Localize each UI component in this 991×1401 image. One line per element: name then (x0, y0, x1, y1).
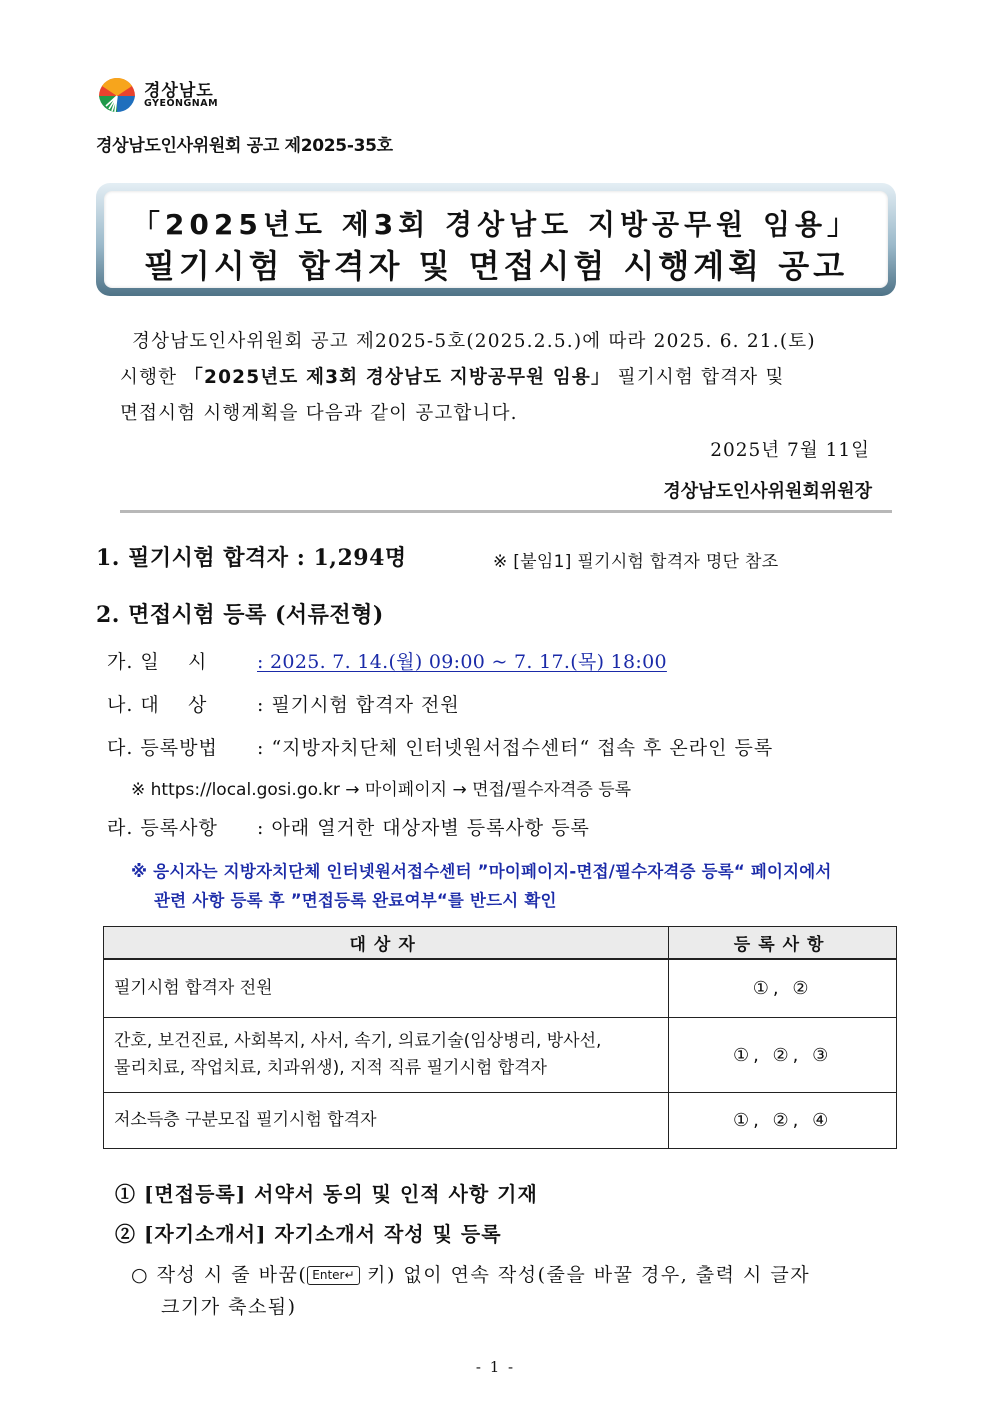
table-header-target: 대상자 (104, 927, 669, 960)
registration-table (103, 926, 897, 1149)
title-banner-inner (104, 191, 888, 288)
section-1-heading: 1. 필기시험 합격자 : 1,294명 (96, 545, 407, 571)
table-cell-items: ①, ②, ④ (669, 1093, 897, 1149)
table-row (104, 1093, 897, 1149)
item-requirements (107, 813, 590, 840)
intro-line-2-bold: 「2025년도 제3회 경상남도 지방공무원 임용」 (184, 367, 611, 388)
registration-url-note: ※ https://local.gosi.go.kr → 마이페이지 → 면접/필수자격증 등록 (131, 780, 632, 800)
self-intro-bullet (131, 1259, 901, 1323)
item-target-value: : 필기시험 합격자 전원 (257, 694, 460, 716)
step-interview-registration: ① [면접등록] 서약서 동의 및 인적 사항 기재 (115, 1182, 538, 1206)
intro-line-2 (120, 360, 880, 396)
title-line-2: 필기시험 합격자 및 면접시험 시행계획 공고 (143, 247, 849, 285)
table-row (104, 959, 897, 1018)
item-target-label: 나. 대 상 (107, 694, 208, 716)
notice-signer: 경상남도인사위원회위원장 (663, 481, 872, 502)
item-schedule-value: : 2025. 7. 14.(월) 09:00 ~ 7. 17.(목) 18:00 (257, 651, 667, 673)
table-header-row (104, 927, 897, 960)
table-row (104, 1018, 897, 1093)
applicant-notice-line-2: 관련 사항 등록 후 ”면접등록 완료여부“를 반드시 확인 (154, 891, 557, 910)
item-method-value: : “지방자치단체 인터넷원서접수센터“ 접속 후 온라인 등록 (257, 737, 774, 759)
applicant-notice-line-1: ※ 응시자는 지방자치단체 인터넷원서접수센터 ”마이페이지-면접/필수자격증 등록“ 페이지에서 (131, 862, 832, 881)
table-cell-target-line: 간호, 보건진료, 사회복지, 사서, 속기, 의료기술(임상병리, 방사선, (114, 1031, 602, 1051)
item-schedule (107, 647, 667, 674)
item-requirements-label: 라. 등록사항 (107, 817, 218, 839)
self-intro-bullet-line-2: 크기가 축소됨) (161, 1296, 297, 1318)
table-cell-target-line: 물리치료, 작업치료, 치과위생), 지적 직류 필기시험 합격자 (114, 1058, 547, 1078)
intro-line-3: 면접시험 시행계획을 다음과 같이 공고합니다. (120, 403, 518, 424)
intro-line-2-post: 필기시험 합격자 및 (610, 367, 785, 388)
table-cell-items: ①, ② (669, 959, 897, 1018)
table-header-items: 등록사항 (669, 927, 897, 960)
gyeongnam-emblem-icon (96, 72, 138, 114)
bullet-text-pre: ○ 작성 시 줄 바꿈( (131, 1264, 308, 1286)
table-cell-target (104, 959, 669, 1018)
table-cell-target-line: 저소득층 구분모집 필기시험 합격자 (114, 1110, 377, 1130)
item-method-label: 다. 등록방법 (107, 737, 218, 759)
item-method (107, 733, 773, 760)
page-number: - 1 - (475, 1358, 516, 1376)
notice-date: 2025년 7월 11일 (710, 440, 870, 461)
applicant-notice (131, 857, 832, 915)
section-2-heading: 2. 면접시험 등록 (서류전형) (96, 602, 384, 628)
step-self-introduction: ② [자기소개서] 자기소개서 작성 및 등록 (115, 1222, 502, 1246)
title-banner (96, 183, 896, 296)
title-line-1: 「2025년도 제3회 경상남도 지방공무원 임용」 (131, 208, 861, 241)
table-cell-target-line: 필기시험 합격자 전원 (114, 978, 273, 998)
intro-line-2-pre: 시행한 (120, 367, 185, 388)
item-requirements-value: : 아래 열거한 대상자별 등록사항 등록 (257, 817, 590, 839)
table-cell-target (104, 1093, 669, 1149)
section-1-note: ※ [붙임1] 필기시험 합격자 명단 참조 (493, 552, 779, 572)
logo-korean-text: 경상남도 (144, 81, 214, 101)
intro-line-1: 경상남도인사위원회 공고 제2025-5호(2025.2.5.)에 따라 2025. 6. 21.(토) (132, 331, 816, 352)
table-cell-items: ①, ②, ③ (669, 1018, 897, 1093)
logo-english-text: GYEONGNAM (144, 98, 219, 109)
enter-key-icon: Enter↵ (307, 1266, 359, 1285)
item-schedule-label: 가. 일 시 (107, 651, 208, 673)
notice-number: 경상남도인사위원회 공고 제2025-35호 (96, 136, 393, 156)
table-cell-target (104, 1018, 669, 1093)
bullet-text-post: 키) 없이 연속 작성(줄을 바꿀 경우, 출력 시 글자 (359, 1264, 811, 1286)
intro-paragraph (120, 324, 880, 432)
item-target (107, 690, 460, 717)
divider (120, 510, 892, 513)
self-intro-bullet-line-1 (131, 1259, 901, 1291)
gyeongnam-logo (96, 72, 226, 120)
